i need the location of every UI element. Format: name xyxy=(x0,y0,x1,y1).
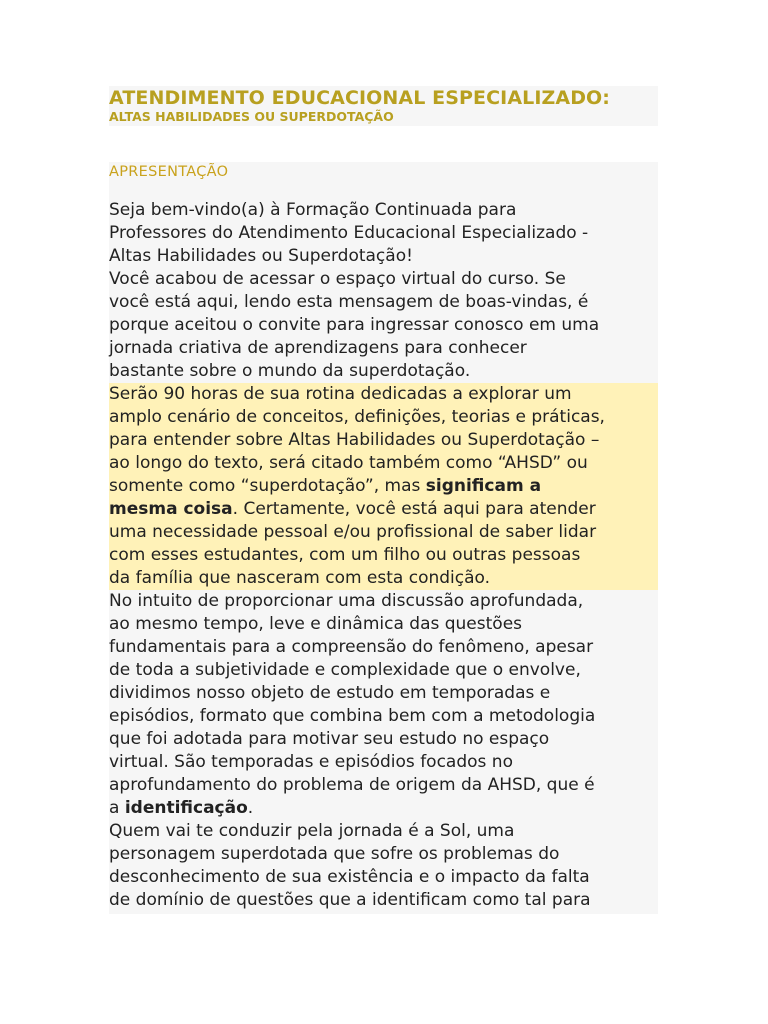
document-title: ATENDIMENTO EDUCACIONAL ESPECIALIZADO: xyxy=(109,87,611,109)
body-text xyxy=(109,199,661,912)
paragraph-guide xyxy=(109,820,661,912)
text-line: Você acabou de acessar o espaço virtual do curso. Se xyxy=(109,269,566,289)
document-subtitle: ALTAS HABILIDADES OU SUPERDOTAÇÃO xyxy=(109,109,394,124)
text-line: dividimos nosso objeto de estudo em temporadas e xyxy=(109,683,551,703)
text-line: da família que nasceram com esta condição. xyxy=(109,568,491,588)
text-line: uma necessidade pessoal e/ou profissional de saber lidar xyxy=(109,522,597,542)
text-line: No intuito de proporcionar uma discussão aprofundada, xyxy=(109,591,584,611)
text-line: Seja bem-vindo(a) à Formação Continuada para xyxy=(109,200,517,220)
text-line: desconhecimento de sua existência e o impacto da falta xyxy=(109,867,590,887)
content-block xyxy=(109,162,658,914)
text-line: aprofundamento do problema de origem da AHSD, que é xyxy=(109,775,595,795)
text-line xyxy=(109,498,658,521)
text-line: ao longo do texto, será citado também como “AHSD” ou xyxy=(109,453,588,473)
text-line: de domínio de questões que a identificam como tal para xyxy=(109,890,591,910)
paragraph-access xyxy=(109,268,661,383)
text-line: bastante sobre o mundo da superdotação. xyxy=(109,361,471,381)
text-line: que foi adotada para motivar seu estudo no espaço xyxy=(109,729,550,749)
text-line: virtual. São temporadas e episódios focados no xyxy=(109,752,513,772)
text-line: porque aceitou o convite para ingressar conosco em uma xyxy=(109,315,600,335)
section-heading: APRESENTAÇÃO xyxy=(109,164,229,180)
text-line: você está aqui, lendo esta mensagem de boas-vindas, é xyxy=(109,292,589,312)
text-segment: . Certamente, você está aqui para atender xyxy=(232,499,596,519)
text-segment: . xyxy=(247,798,254,818)
bold-text: significam a xyxy=(425,476,542,496)
text-line xyxy=(109,797,661,820)
text-line: para entender sobre Altas Habilidades ou Superdotação – xyxy=(109,430,600,450)
text-line: Serão 90 horas de sua rotina dedicadas a explorar um xyxy=(109,384,572,404)
paragraph-methodology xyxy=(109,590,661,820)
highlighted-paragraph xyxy=(109,383,658,590)
text-line: com esses estudantes, com um filho ou outras pessoas xyxy=(109,545,581,565)
text-line: jornada criativa de aprendizagens para conhecer xyxy=(109,338,527,358)
text-line: de toda a subjetividade e complexidade que o envolve, xyxy=(109,660,581,680)
text-line: episódios, formato que combina bem com a metodologia xyxy=(109,706,596,726)
text-line: ao mesmo tempo, leve e dinâmica das questões xyxy=(109,614,523,634)
text-line: Quem vai te conduzir pela jornada é a Sol, uma xyxy=(109,821,515,841)
bold-text: mesma coisa xyxy=(109,499,233,519)
text-line xyxy=(109,475,658,498)
title-block xyxy=(109,86,658,126)
text-line: Altas Habilidades ou Superdotação! xyxy=(109,246,413,266)
text-line: Professores do Atendimento Educacional Especializado - xyxy=(109,223,589,243)
text-segment: somente como “superdotação”, mas xyxy=(109,476,426,496)
text-line: fundamentais para a compreensão do fenômeno, apesar xyxy=(109,637,594,657)
text-line: personagem superdotada que sofre os problemas do xyxy=(109,844,560,864)
text-line: amplo cenário de conceitos, definições, teorias e práticas, xyxy=(109,407,605,427)
paragraph-welcome xyxy=(109,199,661,268)
bold-text: identificação xyxy=(124,798,248,818)
text-segment: a xyxy=(109,798,125,818)
